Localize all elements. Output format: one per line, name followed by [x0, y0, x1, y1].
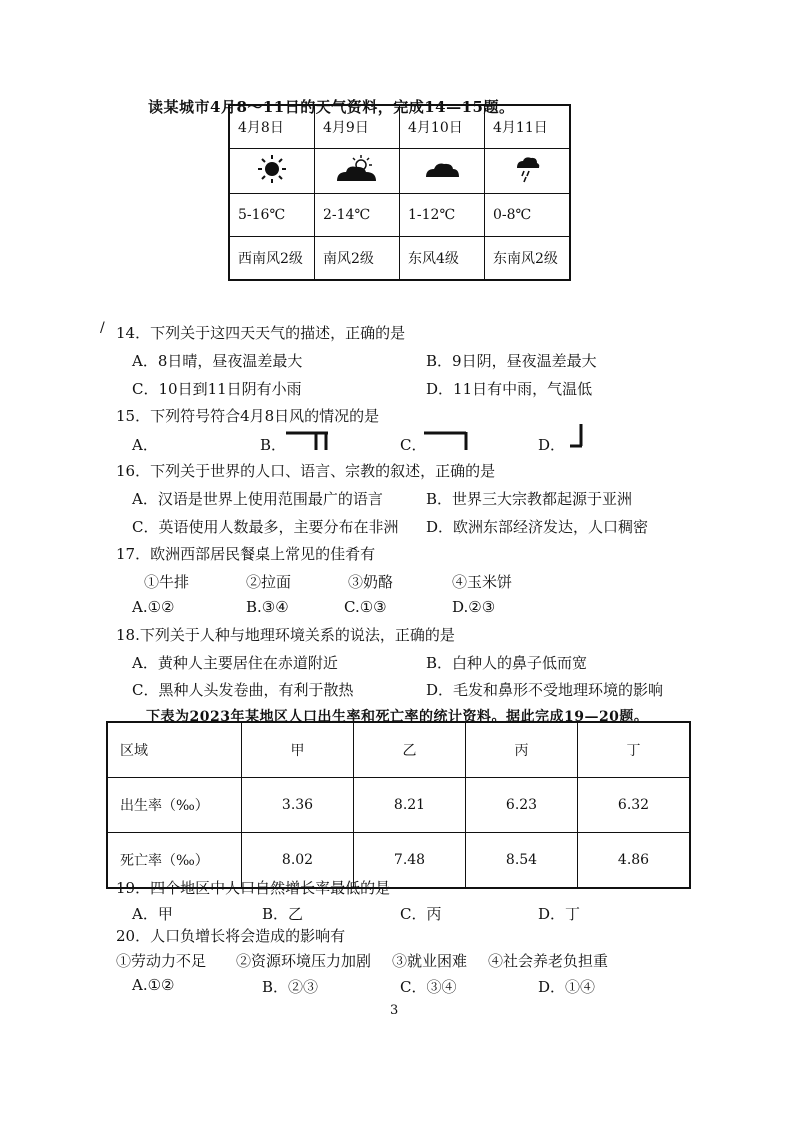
q20-item: ②资源环境压力加剧 — [236, 952, 372, 970]
q17-item: ③奶酪 — [348, 573, 394, 591]
q20-option-b[interactable]: B．②③ — [262, 978, 319, 996]
population-header-cell: 丙 — [466, 722, 578, 778]
weather-icon-cell — [485, 149, 571, 194]
wind-symbol-b-icon — [284, 430, 332, 452]
weather-temp-cell: 0-8℃ — [485, 194, 571, 237]
weather-icon-cell — [315, 149, 400, 194]
q14-stem: 14．下列关于这四天天气的描述，正确的是 — [116, 324, 406, 342]
weather-date-row — [229, 105, 570, 149]
sun-icon — [257, 154, 287, 184]
q15-option-d[interactable] — [538, 434, 565, 455]
q17-option-b[interactable]: B.③④ — [246, 598, 289, 616]
weather-date-cell: 4月11日 — [485, 105, 571, 149]
q16-option-d[interactable]: D．欧洲东部经济发达，人口稠密 — [426, 518, 649, 536]
q14-option-a[interactable]: A．8日晴，昼夜温差最大 — [132, 352, 303, 370]
q19-option-b[interactable]: B．乙 — [262, 905, 304, 923]
q17-item: ②拉面 — [246, 573, 292, 591]
population-header-cell: 乙 — [354, 722, 466, 778]
weather-date-cell: 4月9日 — [315, 105, 400, 149]
population-header-cell: 甲 — [242, 722, 354, 778]
weather-wind-cell: 南风2级 — [315, 237, 400, 281]
wind-symbol-d-icon — [566, 422, 586, 450]
weather-wind-cell: 东南风2级 — [485, 237, 571, 281]
q17-option-a[interactable]: A.①② — [132, 598, 175, 616]
weather-wind-row — [229, 237, 570, 281]
population-birth-row — [107, 778, 690, 833]
population-intro: 下表为2023年某地区人口出生率和死亡率的统计资料。据此完成19—20题。 — [146, 709, 649, 725]
q15-option-c-label: C． — [400, 436, 427, 454]
death-rate-cell: 4.86 — [578, 833, 691, 889]
population-table — [106, 721, 691, 889]
weather-temp-row — [229, 194, 570, 237]
q20-option-c[interactable]: C．③④ — [400, 978, 457, 996]
birth-rate-label: 出生率（‰） — [107, 778, 242, 833]
weather-wind-cell: 西南风2级 — [229, 237, 315, 281]
population-header-cell: 区域 — [107, 722, 242, 778]
weather-icon-cell — [400, 149, 485, 194]
weather-temp-cell: 1-12℃ — [400, 194, 485, 237]
population-header-row — [107, 722, 690, 778]
q20-item: ④社会养老负担重 — [488, 952, 609, 970]
weather-date-cell: 4月8日 — [229, 105, 315, 149]
q17-option-d[interactable]: D.②③ — [452, 598, 496, 616]
q20-stem: 20．人口负增长将会造成的影响有 — [116, 927, 346, 945]
q17-option-c[interactable]: C.①③ — [344, 598, 387, 616]
wind-symbol-c-icon — [422, 430, 470, 452]
q19-option-a[interactable]: A．甲 — [132, 905, 173, 923]
q19-option-c[interactable]: C．丙 — [400, 905, 442, 923]
weather-temp-cell: 2-14℃ — [315, 194, 400, 237]
weather-wind-cell: 东风4级 — [400, 237, 485, 281]
death-rate-label: 死亡率（‰） — [107, 833, 242, 889]
stray-mark: / — [100, 320, 105, 336]
death-rate-cell: 8.54 — [466, 833, 578, 889]
q17-item: ④玉米饼 — [452, 573, 513, 591]
q16-stem: 16．下列关于世界的人口、语言、宗教的叙述，正确的是 — [116, 462, 496, 480]
q15-option-d-label: D． — [538, 436, 566, 454]
q20-item: ③就业困难 — [392, 952, 468, 970]
weather-icon-row — [229, 149, 570, 194]
q18-option-a[interactable]: A．黄种人主要居住在赤道附近 — [132, 654, 338, 672]
q18-option-d[interactable]: D．毛发和鼻形不受地理环境的影响 — [426, 681, 664, 699]
weather-intro: 读某城市4月8～11日的天气资料，完成14—15题。 — [148, 98, 515, 116]
q14-option-b[interactable]: B．9日阴，昼夜温差最大 — [426, 352, 597, 370]
q15-stem: 15．下列符号符合4月8日风的情况的是 — [116, 407, 380, 425]
q16-option-c[interactable]: C．英语使用人数最多，主要分布在非洲 — [132, 518, 399, 536]
q18-option-c[interactable]: C．黑种人头发卷曲，有利于散热 — [132, 681, 354, 699]
q16-option-a[interactable]: A．汉语是世界上使用范围最广的语言 — [132, 490, 383, 508]
birth-rate-cell: 3.36 — [242, 778, 354, 833]
birth-rate-cell: 6.32 — [578, 778, 691, 833]
q14-option-c[interactable]: C．10日到11日阴有小雨 — [132, 380, 302, 398]
birth-rate-cell: 8.21 — [354, 778, 466, 833]
q15-option-a[interactable]: A． — [132, 436, 158, 454]
q19-stem: 19．四个地区中人口自然增长率最低的是 — [116, 879, 391, 897]
weather-icon-cell — [229, 149, 315, 194]
population-header-cell: 丁 — [578, 722, 691, 778]
q17-stem: 17．欧洲西部居民餐桌上常见的佳肴有 — [116, 545, 376, 563]
rain-icon — [512, 154, 542, 184]
q14-option-d[interactable]: D．11日有中雨，气温低 — [426, 380, 593, 398]
q18-stem: 18.下列关于人种与地理环境关系的说法，正确的是 — [116, 626, 455, 644]
q15-option-b-label: B． — [260, 436, 287, 454]
q15-option-b[interactable] — [260, 434, 286, 455]
q20-item: ①劳动力不足 — [116, 952, 207, 970]
birth-rate-cell: 6.23 — [466, 778, 578, 833]
page-number: 3 — [390, 1003, 399, 1018]
q17-item: ①牛排 — [144, 573, 190, 591]
partly-cloudy-icon — [334, 154, 380, 184]
weather-table — [228, 104, 571, 281]
q18-option-b[interactable]: B．白种人的鼻子低而宽 — [426, 654, 588, 672]
q20-option-d[interactable]: D．①④ — [538, 978, 596, 996]
cloud-icon — [422, 157, 462, 181]
death-rate-cell: 8.02 — [242, 833, 354, 889]
weather-temp-cell: 5-16℃ — [229, 194, 315, 237]
q19-option-d[interactable]: D．丁 — [538, 905, 581, 923]
q16-option-b[interactable]: B．世界三大宗教都起源于亚洲 — [426, 490, 633, 508]
weather-date-cell: 4月10日 — [400, 105, 485, 149]
q20-option-a[interactable]: A.①② — [132, 976, 175, 994]
death-rate-cell: 7.48 — [354, 833, 466, 889]
